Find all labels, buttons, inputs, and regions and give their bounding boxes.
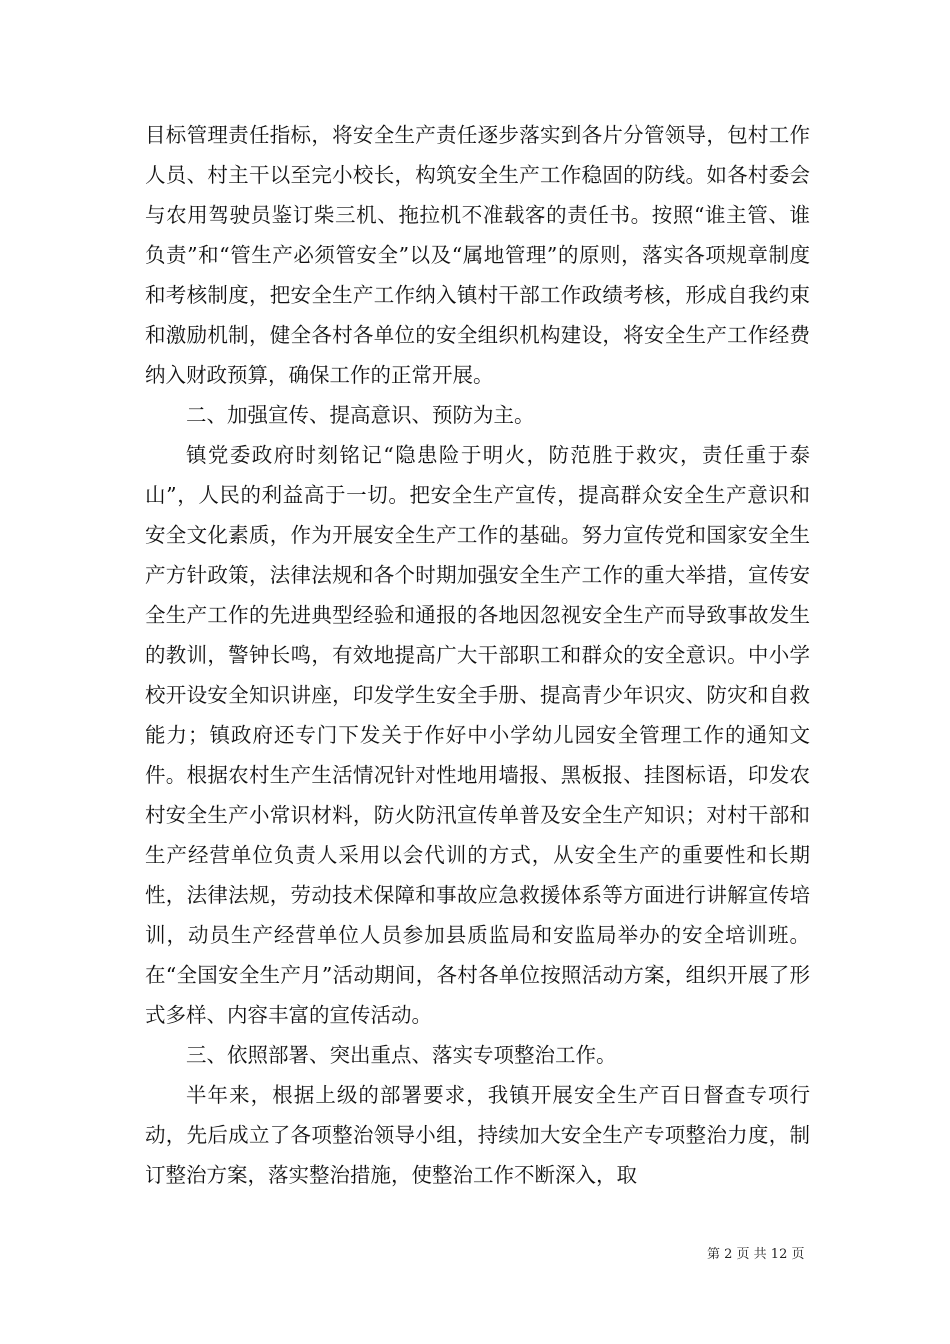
document-body — [145, 115, 810, 1195]
page-number-footer: 第 2 页 共 12 页 — [707, 1247, 805, 1262]
paragraph-continuation: 目标管理责任指标，将安全生产责任逐步落实到各片分管领导，包村工作人员、村主干以至完小校长，构筑安全生产工作稳固的防线。如各村委会与农用驾驶员鉴订柴三机、拖拉机不准载客的责任书。按照“谁主管、谁负责”和“管生产必须管安全”以及“属地管理”的原则，落实各项规章制度和考核制度，把安全生产工作纳入镇村干部工作政绩考核，形成自我约束和激励机制，健全各村各单位的安全组织机构建设，将安全生产工作经费纳入财政预算，确保工作的正常开展。 — [145, 123, 810, 387]
section-heading-2: 二、加强宣传、提高意识、预防为主。 — [186, 403, 535, 427]
section-heading-3: 三、依照部署、突出重点、落实专项整治工作。 — [186, 1043, 617, 1067]
paragraph-publicity: 镇党委政府时刻铭记“隐患险于明火，防范胜于救灾，责任重于泰山”，人民的利益高于一切。把安全生产宣传，提高群众安全生产意识和安全文化素质，作为开展安全生产工作的基础。努力宣传党和国家安全生产方针政策，法律法规和各个时期加强安全生产工作的重大举措，宣传安全生产工作的先进典型经验和通报的各地因忽视安全生产而导致事故发生的教训，警钟长鸣，有效地提高广大干部职工和群众的安全意识。中小学校开设安全知识讲座，印发学生安全手册、提高青少年识灾、防灾和自救能力；镇政府还专门下发关于作好中小学幼儿园安全管理工作的通知文件。根据农村生产生活情况针对性地用墙报、黑板报、挂图标语，印发农村安全生产小常识材料，防火防汛宣传单普及安全生产知识；对村干部和生产经营单位负责人采用以会代训的方式，从安全生产的重要性和长期性，法律法规，劳动技术保障和事故应急救援体系等方面进行讲解宣传培训，动员生产经营单位人员参加县质监局和安监局举办的安全培训班。在“全国安全生产月”活动期间，各村各单位按照活动方案，组织开展了形式多样、内容丰富的宣传活动。 — [145, 443, 810, 1027]
paragraph-rectification: 半年来，根据上级的部署要求，我镇开展安全生产百日督查专项行动，先后成立了各项整治领导小组，持续加大安全生产专项整治力度，制订整治方案，落实整治措施，使整治工作不断深入，取 — [145, 1083, 810, 1187]
